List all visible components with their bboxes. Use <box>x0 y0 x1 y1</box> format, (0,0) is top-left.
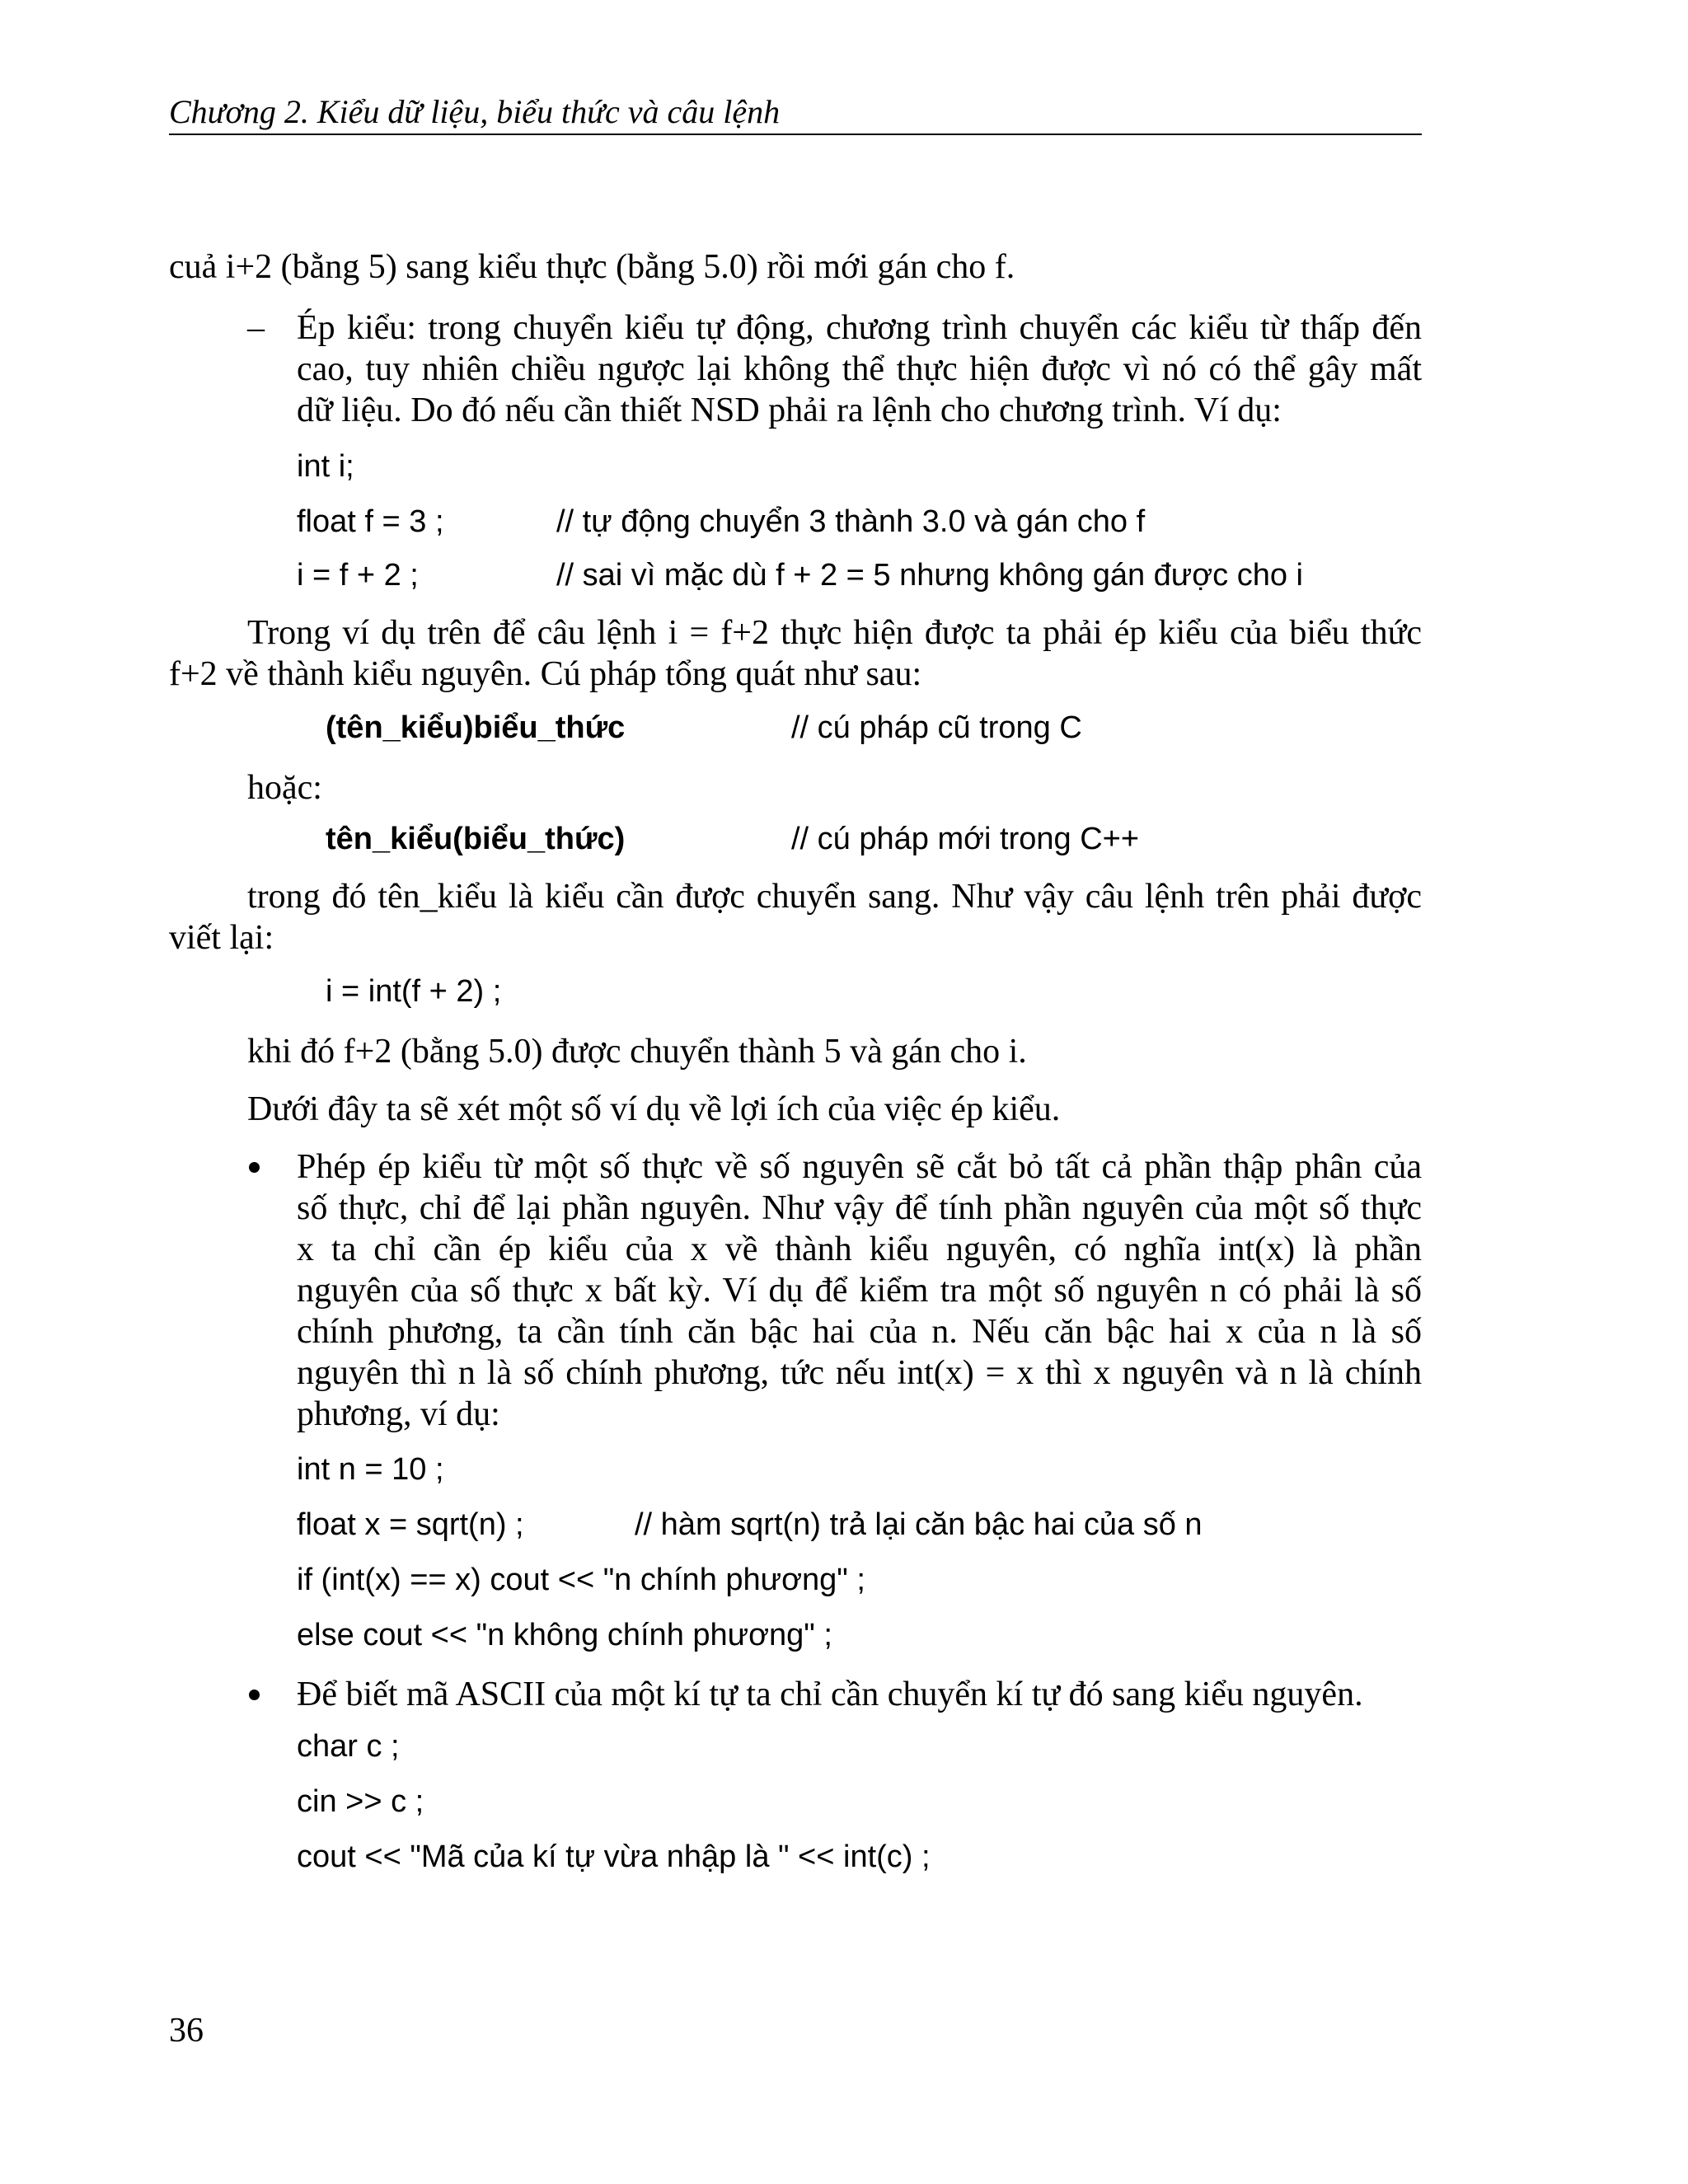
bullet-1-line: số thực, chỉ để lại phần nguyên. Như vậy để tính phần nguyên của một số thực <box>297 1189 1422 1227</box>
code-line: char c ; <box>297 1729 400 1764</box>
syntax-new-comment: // cú pháp mới trong C++ <box>791 822 1140 856</box>
running-header: Chương 2. Kiểu dữ liệu, biểu thức và câu lệnh <box>169 93 781 130</box>
bullet-1-line: chính phương, ta cần tính căn bậc hai của n. Nếu căn bậc hai x của n là số <box>297 1313 1422 1351</box>
code-line: cin >> c ; <box>297 1784 424 1819</box>
para-then: khi đó f+2 (bằng 5.0) được chuyển thành 5 và gán cho i. <box>247 1033 1027 1071</box>
bullet-marker <box>249 1162 260 1173</box>
page-number: 36 <box>169 2012 204 2050</box>
code-comment: // tự động chuyển 3 thành 3.0 và gán cho f <box>556 504 1146 539</box>
code-line: int i; <box>297 449 354 484</box>
intro-line: cuả i+2 (bằng 5) sang kiểu thực (bằng 5.0) rồi mới gán cho f. <box>169 248 1015 286</box>
code-rewrite: i = int(f + 2) ; <box>326 974 502 1009</box>
or-label: hoặc: <box>247 769 322 807</box>
code-comment: // sai vì mặc dù f + 2 = 5 nhưng không gán được cho i <box>556 558 1303 593</box>
code-line: int n = 10 ; <box>297 1452 444 1487</box>
dash-line-1: Ép kiểu: trong chuyển kiểu tự động, chương trình chuyển các kiểu từ thấp đến <box>297 309 1422 347</box>
para-below: Dưới đây ta sẽ xét một số ví dụ về lợi ích của việc ép kiểu. <box>247 1090 1061 1128</box>
dash-line-2: cao, tuy nhiên chiều ngược lại không thể thực hiện được vì nó có thể gây mất <box>297 350 1422 388</box>
bullet-2-line: Để biết mã ASCII của một kí tự ta chỉ cần chuyển kí tự đó sang kiểu nguyên. <box>297 1675 1363 1713</box>
bullet-1-line: phương, ví dụ: <box>297 1395 500 1433</box>
syntax-old-comment: // cú pháp cũ trong C <box>791 710 1082 745</box>
bullet-1-line: nguyên thì n là số chính phương, tức nếu int(x) = x thì x nguyên và n là chính <box>297 1354 1422 1392</box>
para-cast-line-2: f+2 về thành kiểu nguyên. Cú pháp tổng quát như sau: <box>169 655 922 693</box>
code-line: cout << "Mã của kí tự vừa nhập là " << int(c) ; <box>297 1840 931 1874</box>
para-where-line-1: trong đó tên_kiểu là kiểu cần được chuyển sang. Như vậy câu lệnh trên phải được <box>247 878 1422 916</box>
code-line: float f = 3 ; <box>297 504 444 539</box>
bullet-1-line: Phép ép kiểu từ một số thực về số nguyên sẽ cắt bỏ tất cả phần thập phân của <box>297 1148 1422 1186</box>
code-line: else cout << "n không chính phương" ; <box>297 1618 832 1652</box>
header-rule <box>169 134 1422 135</box>
code-comment: // hàm sqrt(n) trả lại căn bậc hai của số n <box>635 1507 1203 1542</box>
para-cast-line-1: Trong ví dụ trên để câu lệnh i = f+2 thực hiện được ta phải ép kiểu của biểu thức <box>247 614 1422 652</box>
para-where-line-2: viết lại: <box>169 919 274 957</box>
dash-marker: – <box>247 309 265 347</box>
code-line: i = f + 2 ; <box>297 558 419 593</box>
bullet-1-line: x ta chỉ cần ép kiểu của x về thành kiểu nguyên, có nghĩa int(x) là phần <box>297 1230 1422 1268</box>
syntax-new-code: tên_kiểu(biểu_thức) <box>326 822 626 856</box>
code-line: float x = sqrt(n) ; <box>297 1507 524 1542</box>
bullet-1-line: nguyên của số thực x bất kỳ. Ví dụ để kiểm tra một số nguyên n có phải là số <box>297 1272 1422 1310</box>
bullet-marker <box>249 1690 260 1700</box>
code-line: if (int(x) == x) cout << "n chính phương" ; <box>297 1563 865 1597</box>
syntax-old-code: (tên_kiểu)biểu_thức <box>326 710 626 745</box>
dash-line-3: dữ liệu. Do đó nếu cần thiết NSD phải ra lệnh cho chương trình. Ví dụ: <box>297 391 1282 429</box>
